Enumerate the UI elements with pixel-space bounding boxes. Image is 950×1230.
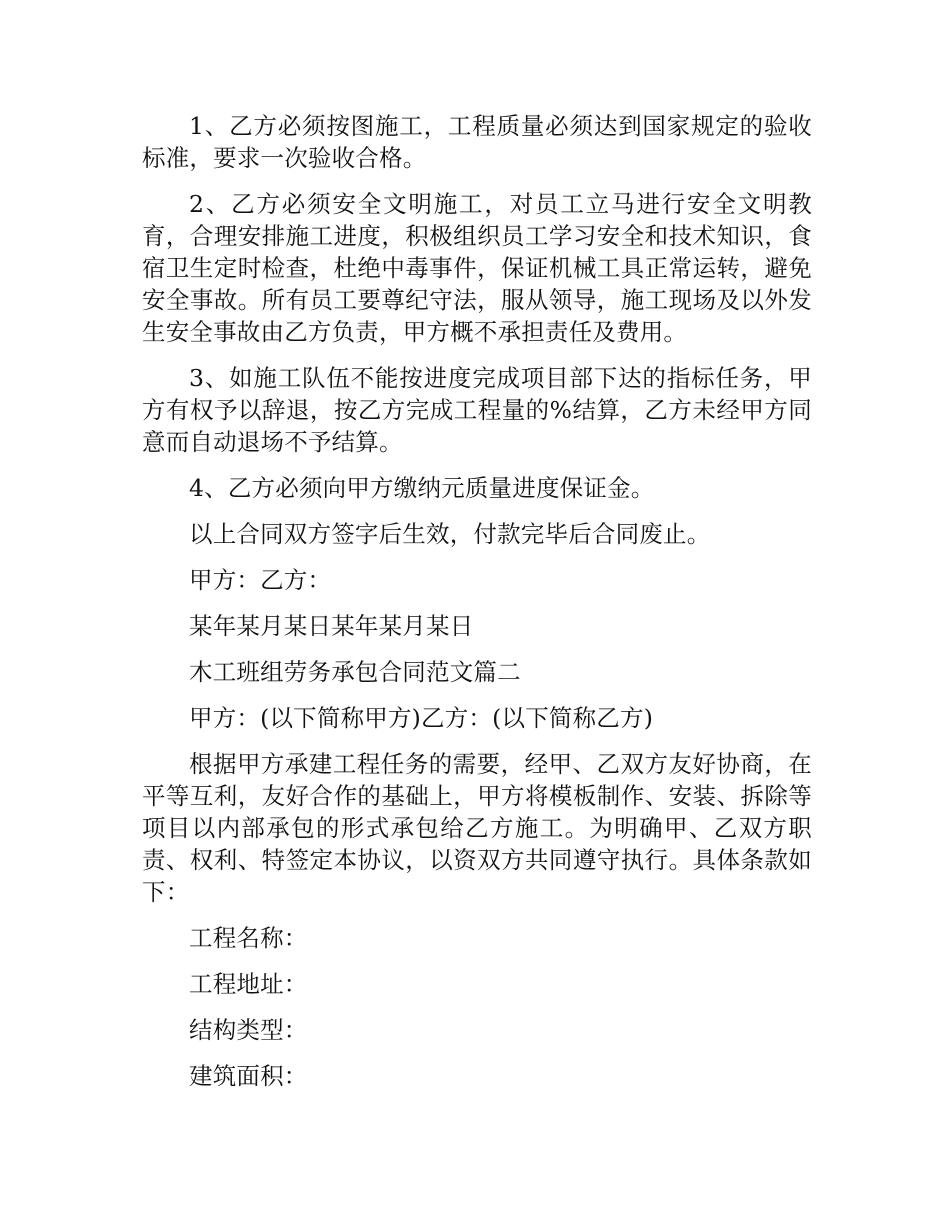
clause-4: 4、乙方必须向甲方缴纳元质量进度保证金。 [189,474,655,502]
clause-1: 1、乙方必须按图施工，工程质量必须达到国家规定的验收标准，要求一次验收合格。 [142,112,812,172]
building-area-field: 建筑面积： [189,1062,308,1090]
clause-2: 2、乙方必须安全文明施工，对员工立马进行安全文明教育，合理安排施工进度，积极组织员工学习安全和技术知识，食宿卫生定时检查，杜绝中毒事件，保证机械工具正常运转，避免安全事故。所有员工要尊纪守法，服从领导，施工现场及以外发生安全事故由乙方负责，甲方概不承担责任及费用。 [142,190,812,346]
project-address-field: 工程地址： [189,970,308,998]
party-signature-line: 甲方：乙方： [189,566,332,594]
preamble-paragraph: 根据甲方承建工程任务的需要，经甲、乙双方友好协商，在平等互利，友好合作的基础上，甲方将模板制作、安装、拆除等项目以内部承包的形式承包给乙方施工。为明确甲、乙双方职责、权利、特签定本协议，以资双方共同遵守执行。具体条款如下： [142,750,812,906]
project-name-field: 工程名称： [189,924,308,952]
clause-3: 3、如施工队伍不能按进度完成项目部下达的指标任务，甲方有权予以辞退，按乙方完成工程量的%结算，乙方未经甲方同意而自动退场不予结算。 [142,364,812,456]
effectiveness-statement: 以上合同双方签字后生效，付款完毕后合同废止。 [189,520,711,548]
structure-type-field: 结构类型： [189,1016,308,1044]
date-line: 某年某月某日某年某月某日 [189,612,474,640]
section-title: 木工班组劳务承包合同范文篇二 [189,658,521,686]
parties-line: 甲方：(以下简称甲方)乙方：(以下简称乙方) [189,704,654,732]
